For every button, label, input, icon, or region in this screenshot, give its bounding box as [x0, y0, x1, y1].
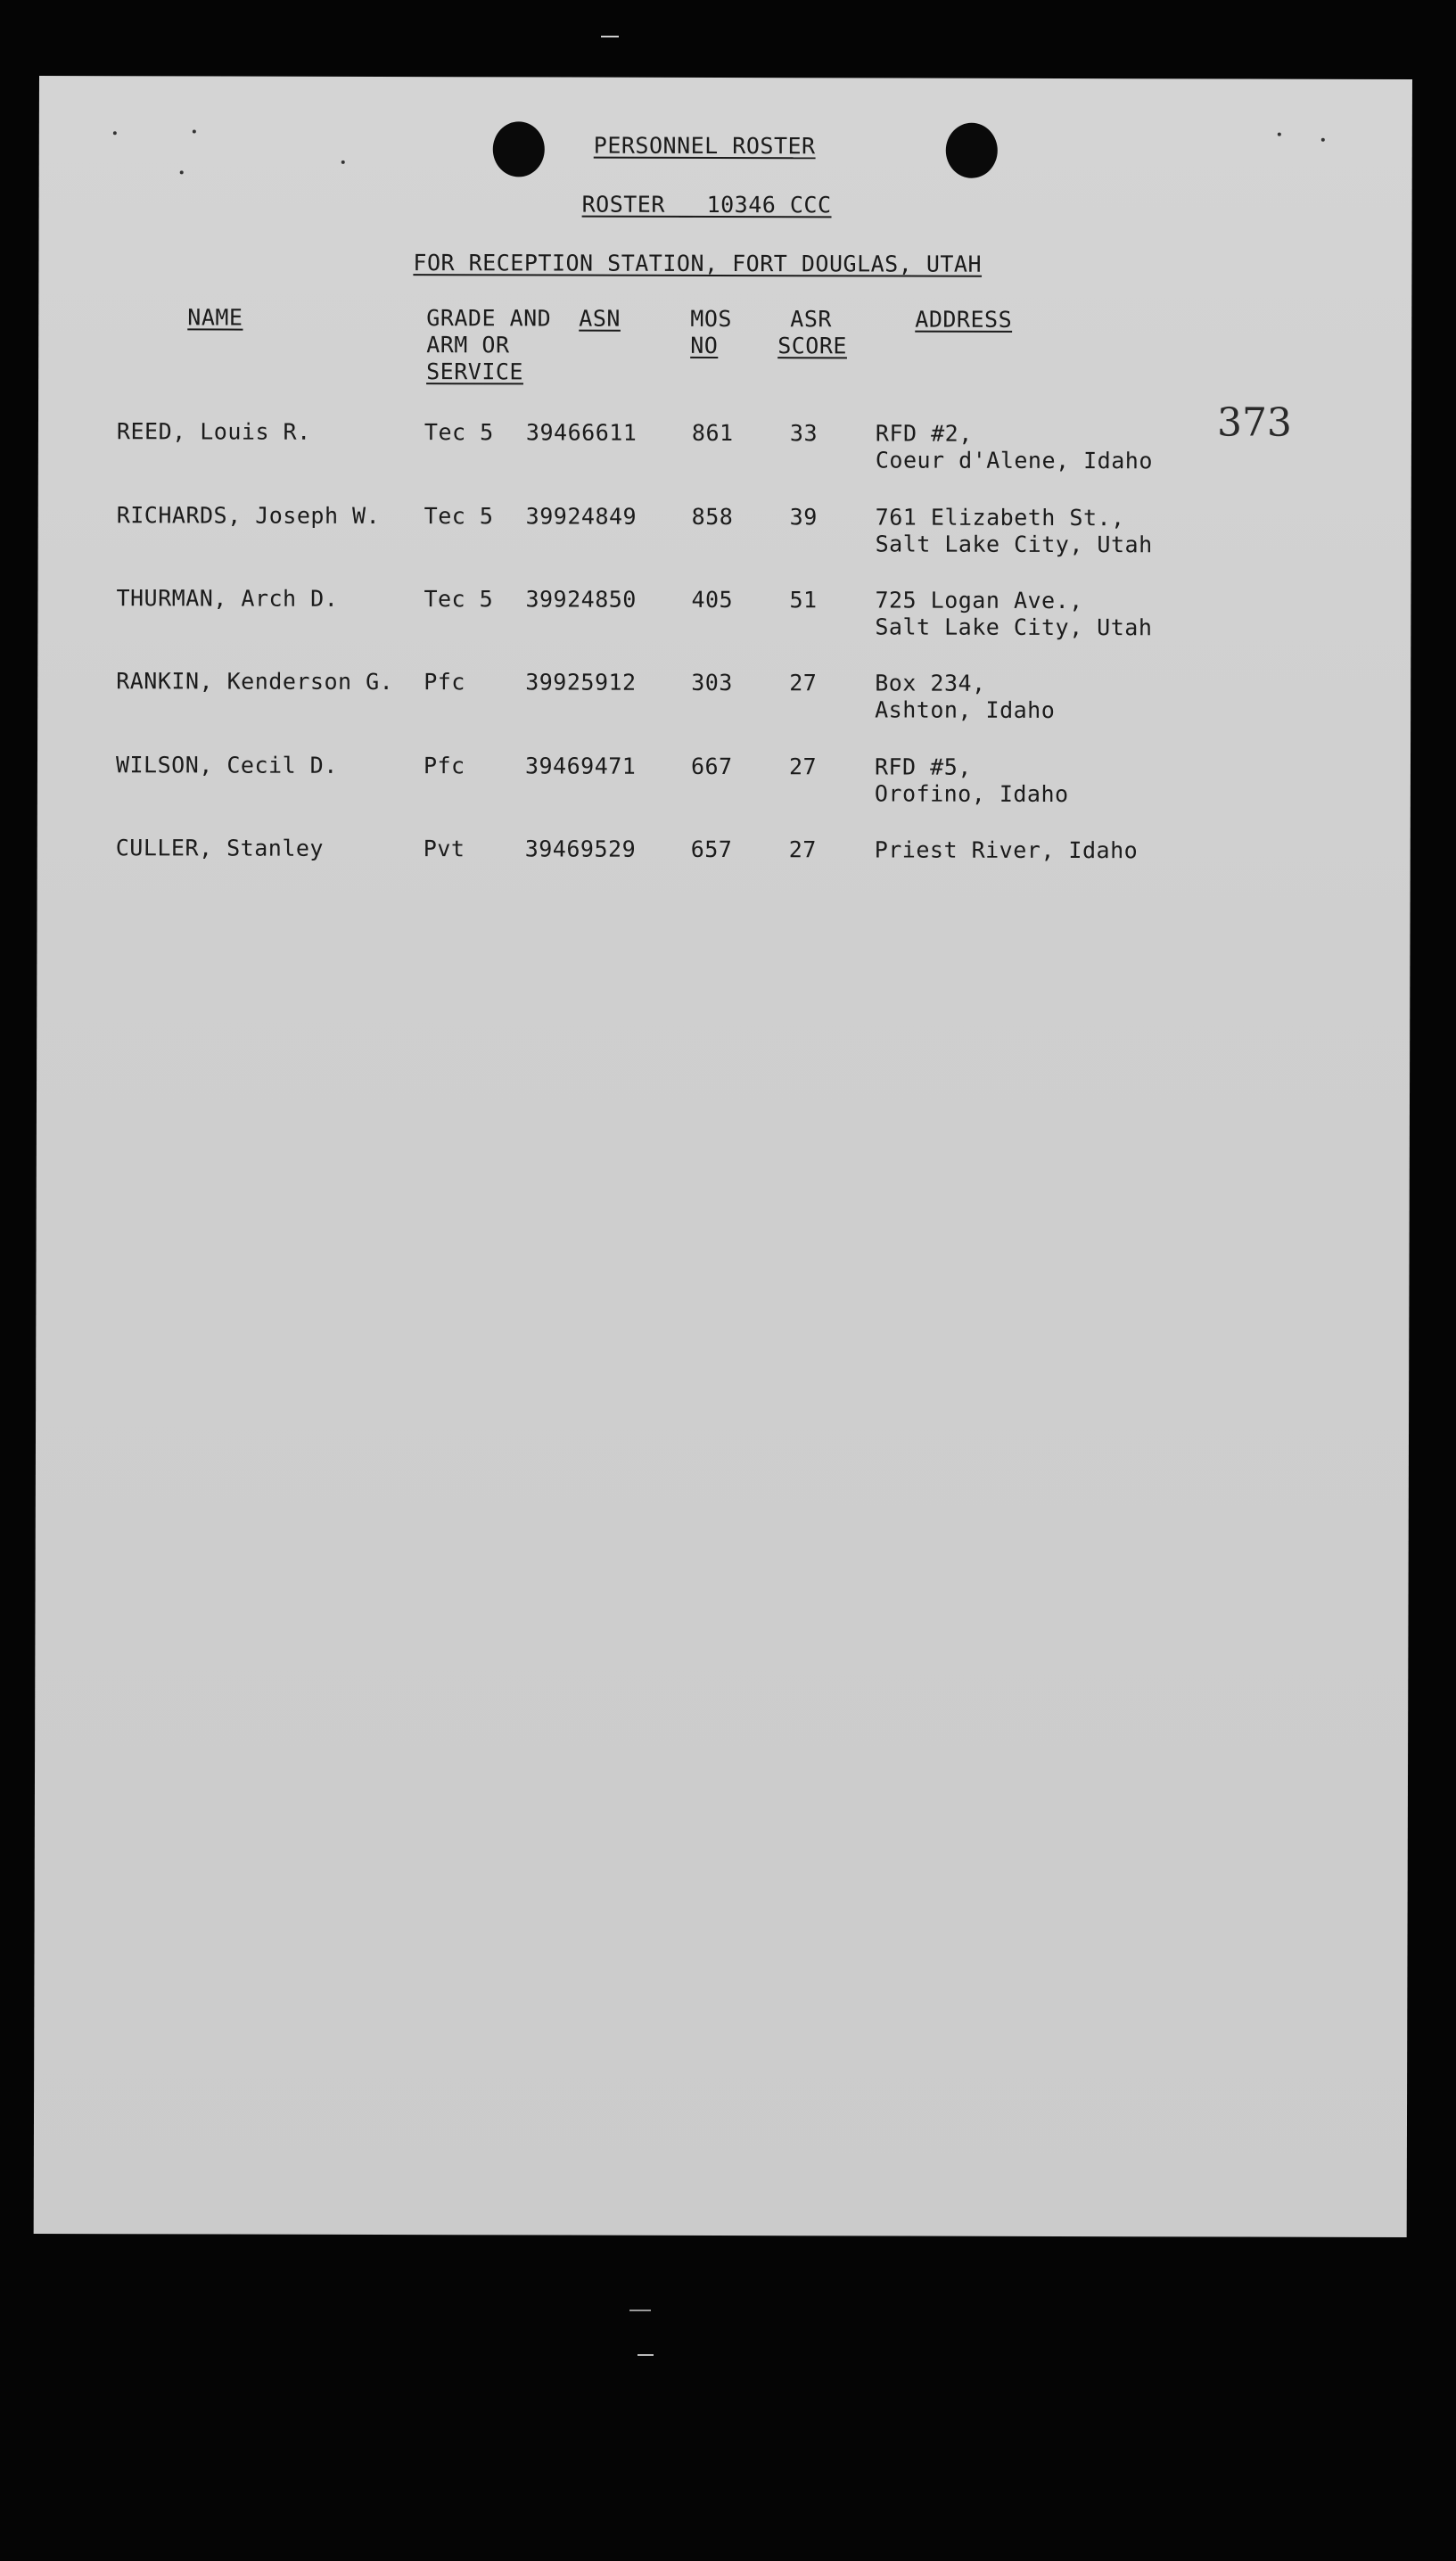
roster-grade: Pvt: [423, 836, 465, 862]
roster-asn: 39469471: [524, 753, 637, 779]
roster-name: REED, Louis R.: [116, 418, 311, 445]
speck: [113, 131, 117, 135]
roster-number: ROSTER _ 10346 CCC: [581, 191, 832, 218]
roster-asr: 51: [789, 587, 818, 613]
roster-address-line1: Priest River, Idaho: [874, 836, 1139, 864]
column-header-name: NAME: [187, 304, 243, 331]
roster-address-line1: RFD #2,: [875, 420, 973, 447]
roster-name: WILSON, Cecil D.: [115, 752, 338, 778]
roster-grade: Pfc: [423, 753, 465, 779]
roster-grade: Pfc: [424, 669, 465, 696]
roster-asn: 39924850: [525, 586, 637, 613]
speck: [180, 170, 184, 174]
roster-address-line1: 725 Logan Ave.,: [875, 587, 1083, 614]
roster-mos: 861: [691, 419, 734, 447]
roster-grade: Tec 5: [424, 419, 494, 446]
roster-grade: Tec 5: [424, 586, 494, 613]
document-page: [34, 76, 1412, 2237]
punch-hole-right: [946, 123, 998, 178]
speck: [1321, 138, 1325, 142]
roster-asr: 27: [788, 753, 818, 780]
roster-mos: 858: [691, 503, 734, 531]
roster-address-line2: Coeur d'Alene, Idaho: [875, 447, 1153, 474]
film-scratch: [601, 36, 619, 37]
document-title: PERSONNEL ROSTER: [593, 132, 816, 160]
roster-mos: 303: [691, 669, 733, 696]
roster-name: RICHARDS, Joseph W.: [116, 502, 381, 530]
roster-name: THURMAN, Arch D.: [116, 585, 339, 612]
column-header-mos-line2: NO: [690, 332, 719, 358]
roster-asn: 39469529: [524, 836, 637, 862]
roster-name: CULLER, Stanley: [115, 835, 325, 861]
roster-address-line1: RFD #5,: [874, 753, 972, 780]
roster-asr: 27: [789, 670, 818, 696]
column-header-grade-line3: SERVICE: [426, 358, 524, 385]
roster-asn: 39924849: [525, 503, 638, 530]
roster-mos: 667: [690, 753, 733, 780]
column-header-grade-line2: ARM OR: [426, 332, 510, 358]
roster-address-line1: Box 234,: [875, 670, 986, 696]
speck: [193, 129, 196, 133]
roster-grade: Tec 5: [424, 503, 494, 530]
roster-mos: 657: [690, 836, 733, 863]
column-header-address: ADDRESS: [915, 306, 1013, 333]
roster-address-line2: Salt Lake City, Utah: [875, 613, 1153, 641]
column-header-asn: ASN: [579, 305, 621, 332]
speck: [341, 161, 345, 164]
column-header-grade-line1: GRADE AND: [426, 305, 552, 332]
roster-address-line2: Ashton, Idaho: [875, 696, 1056, 723]
document-subtitle: FOR RECEPTION STATION, FORT DOUGLAS, UTAH: [413, 250, 983, 277]
roster-asn: 39466611: [525, 419, 638, 446]
roster-address-line1: 761 Elizabeth St.,: [875, 504, 1125, 531]
roster-asr: 27: [788, 836, 817, 863]
film-scratch: [629, 2310, 651, 2311]
film-scratch: [638, 2354, 654, 2356]
speck: [1278, 133, 1281, 136]
roster-address-line2: Salt Lake City, Utah: [875, 531, 1153, 558]
roster-name: RANKIN, Kenderson G.: [116, 668, 394, 696]
punch-hole-left: [493, 121, 545, 177]
roster-asn: 39925912: [525, 669, 637, 696]
column-header-asr-line2: SCORE: [777, 333, 848, 359]
roster-asr: 33: [789, 420, 818, 447]
roster-asr: 39: [789, 504, 818, 531]
roster-mos: 405: [691, 586, 734, 613]
column-header-asr-line1: ASR: [790, 306, 832, 333]
column-header-mos-line1: MOS: [690, 305, 732, 333]
page-number: 373: [1216, 399, 1293, 446]
roster-address-line2: Orofino, Idaho: [874, 780, 1069, 808]
